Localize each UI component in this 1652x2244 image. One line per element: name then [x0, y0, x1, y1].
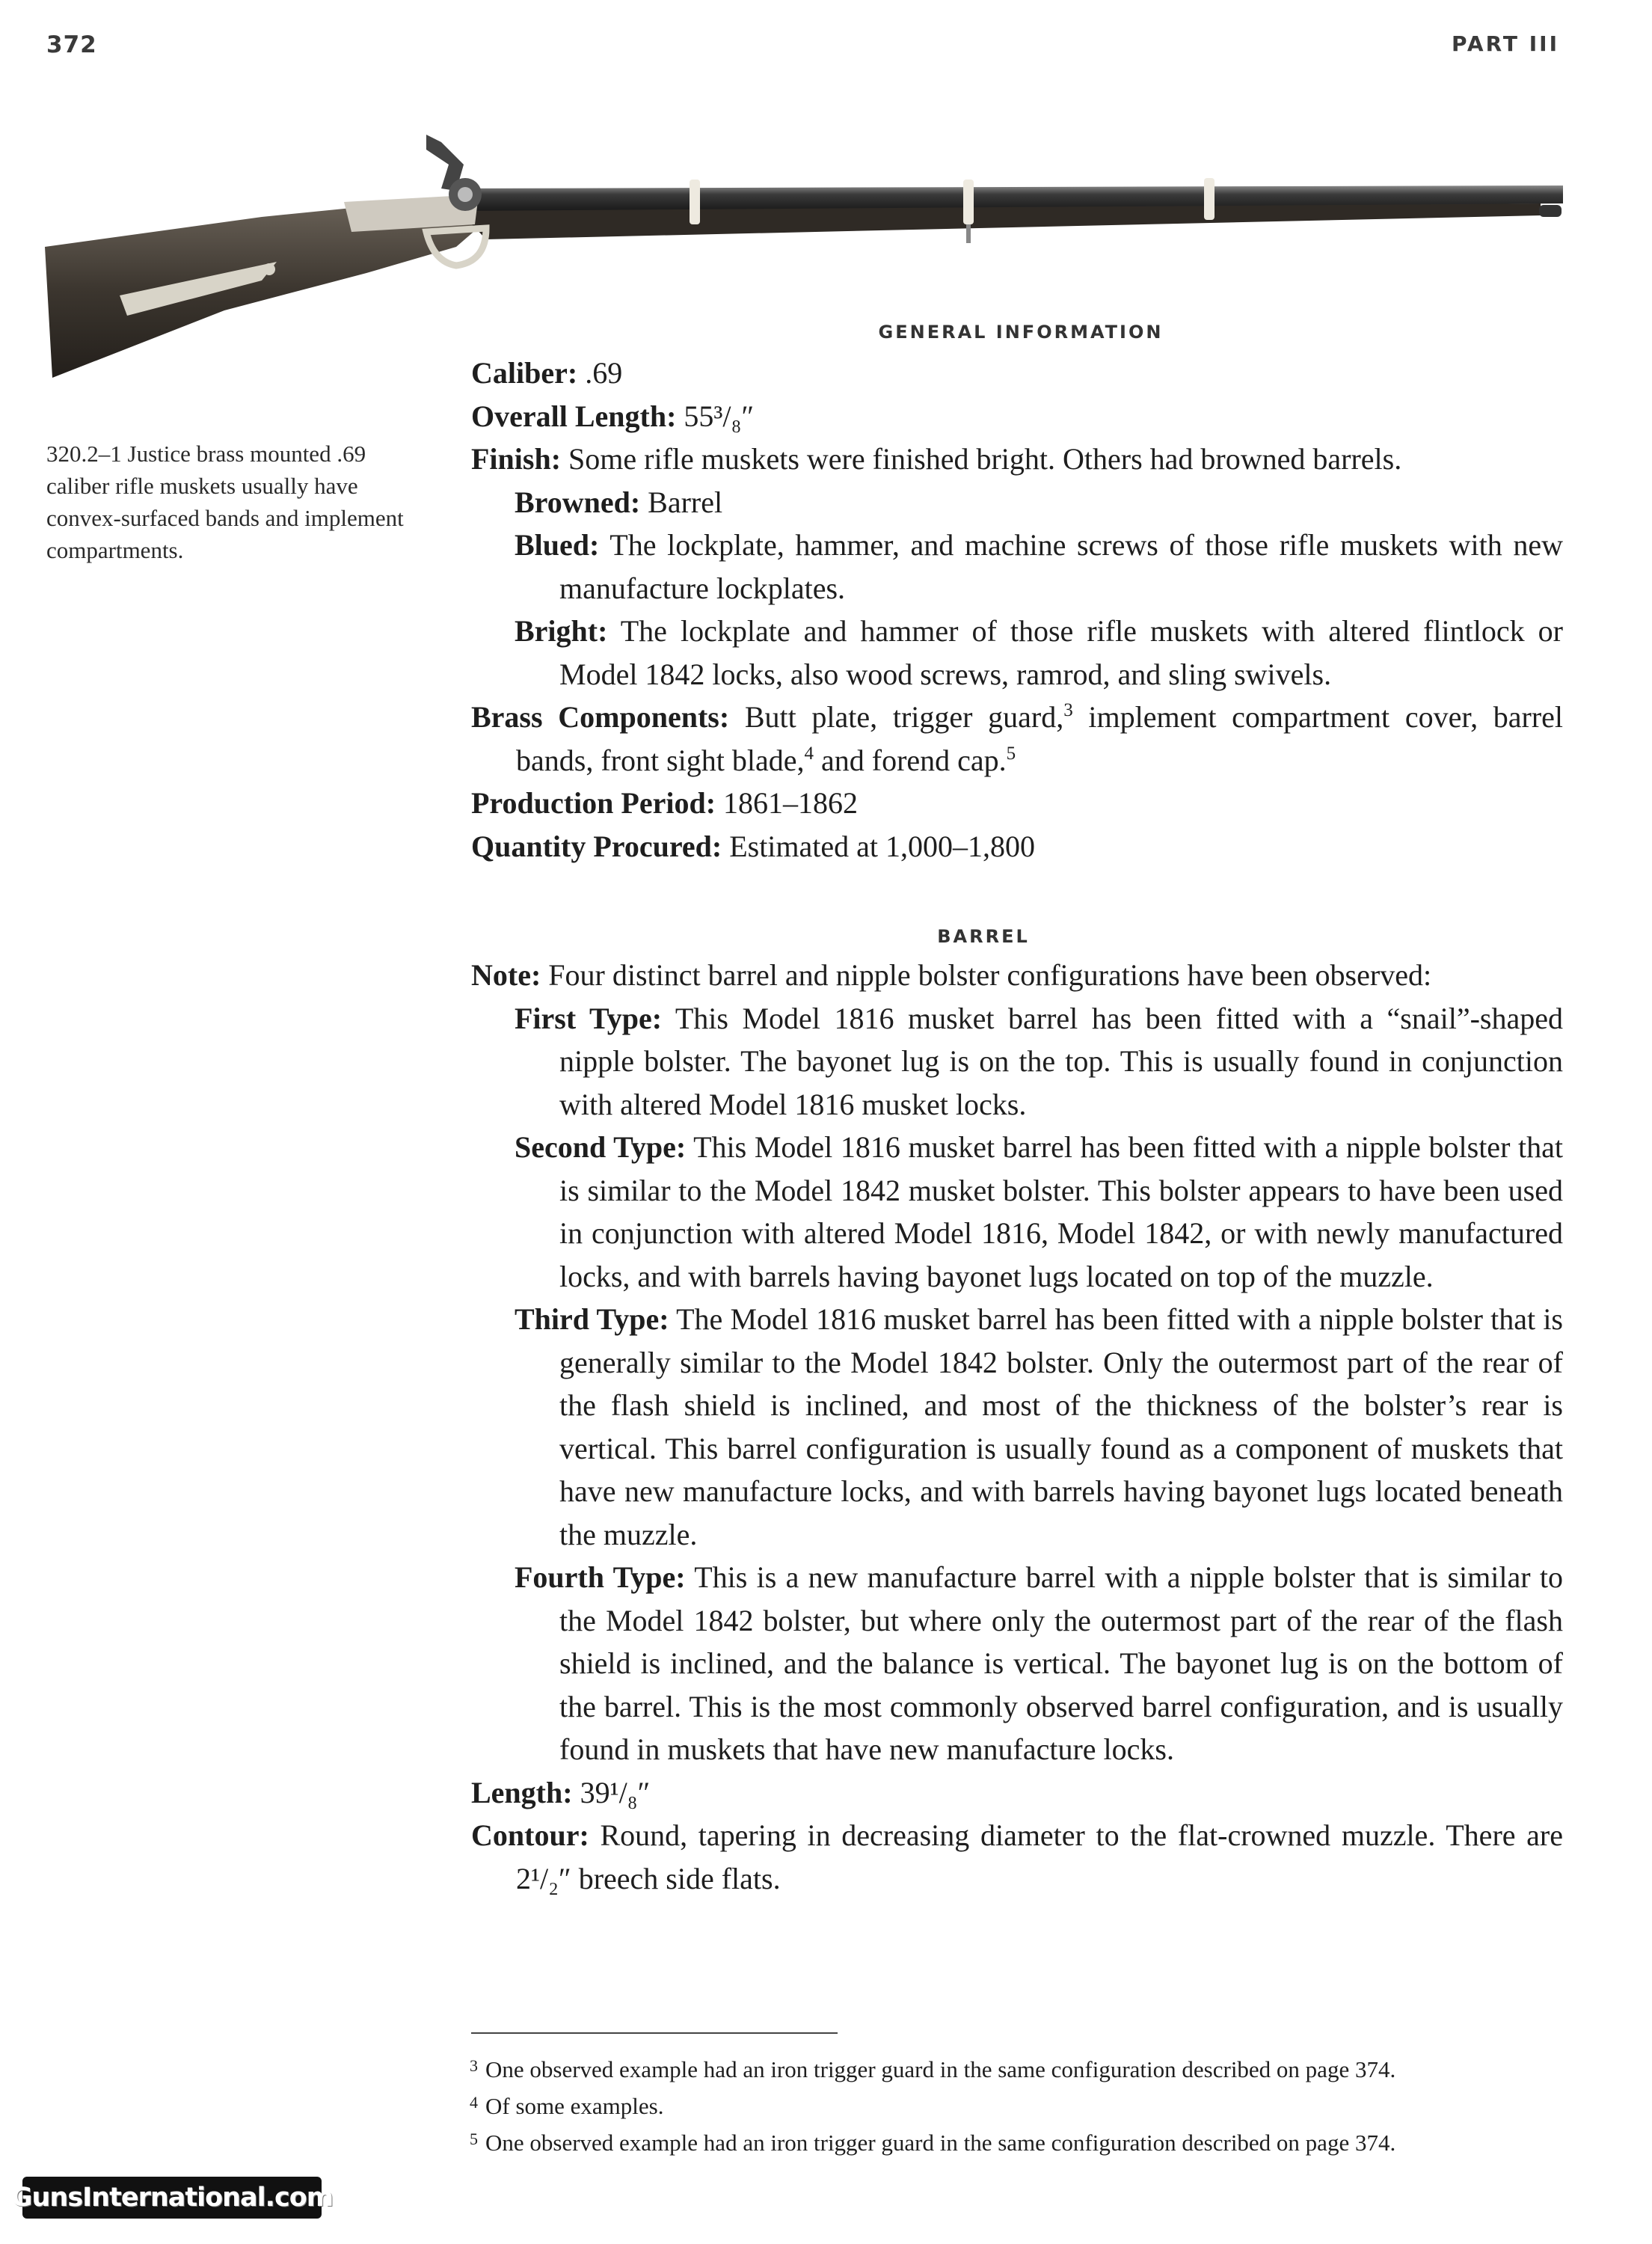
finish-label: Finish: — [471, 442, 562, 476]
caliber-entry — [471, 352, 1563, 395]
fourth-type-label: Fourth Type: — [515, 1560, 686, 1594]
quantity-procured-value: Estimated at 1,000–1,800 — [729, 829, 1036, 863]
site-watermark: GunsInternational.com — [22, 2177, 322, 2219]
first-type-label: First Type: — [515, 1001, 663, 1035]
caliber-value: .69 — [585, 356, 623, 390]
note-label: Note: — [471, 958, 541, 992]
footnote-divider — [471, 2032, 838, 2034]
footnote-ref-4: 4 — [804, 743, 814, 764]
caliber-label: Caliber: — [471, 356, 578, 390]
brass-components-label: Brass Components: — [471, 700, 730, 734]
overall-length-label: Overall Length: — [471, 399, 677, 433]
length-value: 39¹/₈″ — [580, 1775, 651, 1809]
footnote-mark: 4 — [470, 2093, 478, 2112]
quantity-procured-label: Quantity Procured: — [471, 829, 722, 863]
blued-value: The lockplate, hammer, and machine screws of those rifle muskets with new manufacture lockplates. — [559, 528, 1564, 605]
bright-value: The lockplate and hammer of those rifle muskets with altered flintlock or Model 1842 locks, also wood screws, ramrod, and sling swivels. — [559, 614, 1563, 691]
contour-entry — [471, 1814, 1563, 1900]
footnote-mark: 5 — [470, 2130, 478, 2148]
overall-length-entry — [471, 395, 1563, 438]
barrel-section — [471, 954, 1563, 1900]
third-type-entry — [515, 1298, 1563, 1556]
finish-value: Some rifle muskets were finished bright. Others had browned barrels. — [568, 442, 1402, 476]
footnote-ref-3: 3 — [1063, 700, 1073, 720]
rifle-musket-image — [37, 120, 1563, 389]
figure-caption: 320.2–1 Justice brass mounted .69 caliber rifle muskets usually have convex-surfaced bands and implement compartments. — [46, 441, 404, 563]
second-type-label: Second Type: — [515, 1130, 687, 1164]
footnote-ref-5: 5 — [1006, 743, 1016, 764]
footnotes — [470, 2050, 1562, 2159]
bright-label: Bright: — [515, 614, 608, 648]
third-type-label: Third Type: — [515, 1302, 669, 1336]
footnote-mark: 3 — [470, 2056, 478, 2075]
footnote — [470, 2123, 1562, 2159]
footnote-text: One observed example had an iron trigger guard in the same configuration described on page 374. — [485, 2056, 1396, 2082]
footnote — [470, 2086, 1562, 2123]
browned-entry — [515, 481, 1563, 524]
fourth-type-value: This is a new manufacture barrel with a nipple bolster that is similar to the Model 1842 bolster, but where only the outermost part of the rear of the flash shield is inclined, and the balance is vertical. The bayonet lug is on the bottom of the barrel. This is the most commonly observed barrel configuration, and is usually found in muskets that have new manufacture locks. — [559, 1560, 1563, 1766]
note-entry — [471, 954, 1563, 997]
contour-label: Contour: — [471, 1818, 589, 1852]
general-information-heading: GENERAL INFORMATION — [878, 322, 1164, 343]
bright-entry — [515, 610, 1563, 696]
browned-label: Browned: — [515, 485, 641, 519]
brass-components-entry — [471, 696, 1563, 782]
production-period-entry — [471, 782, 1563, 825]
browned-value: Barrel — [648, 485, 723, 519]
length-label: Length: — [471, 1775, 573, 1809]
footnote-text: Of some examples. — [485, 2093, 664, 2119]
length-entry — [471, 1771, 1563, 1815]
second-type-entry — [515, 1126, 1563, 1298]
third-type-value: The Model 1816 musket barrel has been fitted with a nipple bolster that is generally similar to the Model 1842 bolster. Only the outermost part of the rear of the flash shield is inclined, and most of the thickness of the bolster’s rear is vertical. This barrel configuration is usually found as a component of muskets that have new manufacture locks, and with barrels having bayonet lugs located beneath the muzzle. — [559, 1302, 1563, 1551]
page-number: 372 — [46, 31, 97, 58]
brass-components-text-2: implement compartment cover, barrel bands, front sight blade, — [516, 700, 1564, 777]
first-type-entry — [515, 997, 1563, 1126]
brass-components-text-3: and forend cap. — [821, 743, 1007, 777]
note-value: Four distinct barrel and nipple bolster configurations have been observed: — [548, 958, 1432, 992]
second-type-value: This Model 1816 musket barrel has been fitted with a nipple bolster that is similar to the Model 1842 musket bolster. This bolster appears to have been used in conjunction with altered Model 1816, Model 1842, or with newly manufactured locks, and with barrels having bayonet lugs located on top of the muzzle. — [559, 1130, 1563, 1293]
fourth-type-entry — [515, 1556, 1563, 1771]
production-period-label: Production Period: — [471, 786, 716, 820]
production-period-value: 1861–1862 — [723, 786, 859, 820]
general-information-section — [471, 352, 1563, 868]
quantity-procured-entry — [471, 825, 1563, 868]
contour-value: Round, tapering in decreasing diameter to the flat-crowned muzzle. There are 2¹/₂″ breech side flats. — [516, 1818, 1564, 1895]
barrel-heading: BARREL — [937, 926, 1030, 947]
footnote-text: One observed example had an iron trigger guard in the same configuration described on page 374. — [485, 2130, 1396, 2156]
part-label: PART III — [1451, 31, 1559, 56]
first-type-value: This Model 1816 musket barrel has been fitted with a “snail”-shaped nipple bolster. The bayonet lug is on the top. This is usually found in conjunction with altered Model 1816 musket locks. — [559, 1001, 1564, 1121]
footnote — [470, 2050, 1562, 2086]
blued-label: Blued: — [515, 528, 600, 562]
brass-components-text-1: Butt plate, trigger guard, — [744, 700, 1064, 734]
finish-entry — [471, 438, 1563, 481]
overall-length-value: 55³/₈″ — [684, 399, 755, 433]
blued-entry — [515, 524, 1563, 610]
